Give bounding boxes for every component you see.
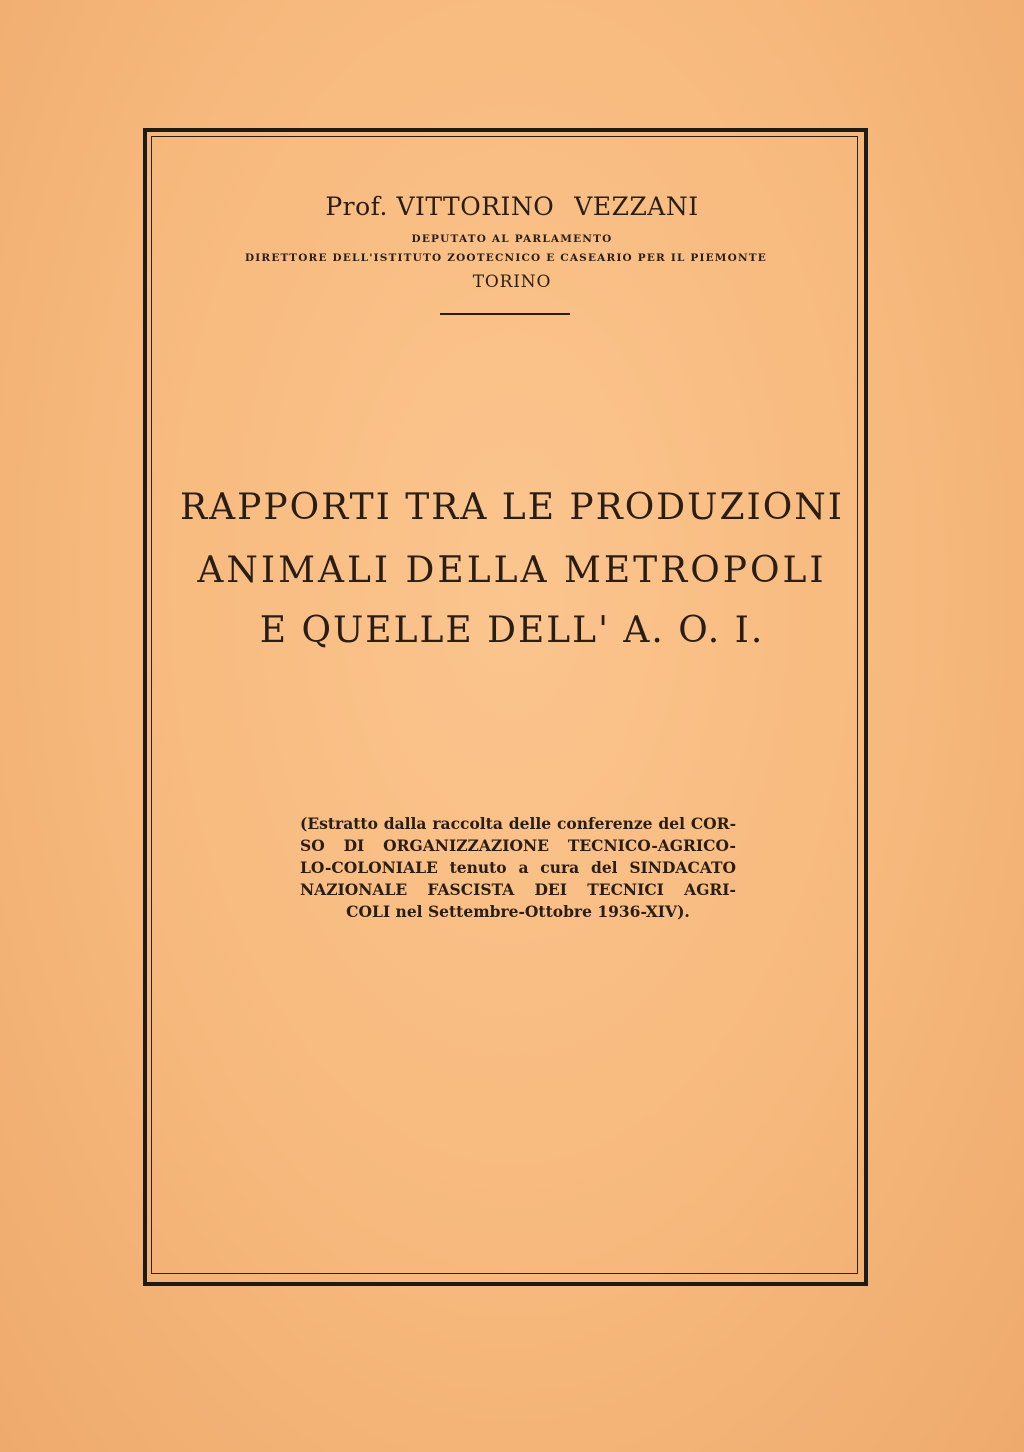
title-line-2: ANIMALI DELLA METROPOLI xyxy=(197,550,827,591)
abstract-line: SO DI ORGANIZZAZIONE TECNICO-AGRICO- xyxy=(300,836,736,855)
inner-border-frame xyxy=(151,136,858,1274)
affiliation-line-1: DEPUTATO AL PARLAMENTO xyxy=(411,233,613,245)
city: TORINO xyxy=(472,272,552,292)
abstract-line: NAZIONALE FASCISTA DEI TECNICI AGRI- xyxy=(300,880,736,899)
abstract-line: COLI nel Settembre-Ottobre 1936-XIV). xyxy=(346,902,690,921)
title-line-3: E QUELLE DELL' A. O. I. xyxy=(259,610,765,651)
title-line-1: RAPPORTI TRA LE PRODUZIONI xyxy=(180,487,844,528)
abstract-line: (Estratto dalla raccolta delle conferenze del COR- xyxy=(300,814,736,833)
separator-rule xyxy=(440,313,570,315)
author-first-name: VITTORINO xyxy=(396,192,555,221)
author-prefix: Prof. xyxy=(325,192,388,221)
affiliation-line-2: DIRETTORE DELL'ISTITUTO ZOOTECNICO E CASEARIO PER IL PIEMONTE xyxy=(245,252,767,264)
abstract-note xyxy=(300,813,736,923)
author-line xyxy=(0,192,1024,221)
author-last-name: VEZZANI xyxy=(574,192,699,221)
abstract-line: LO-COLONIALE tenuto a cura del SINDACATO xyxy=(300,858,736,877)
